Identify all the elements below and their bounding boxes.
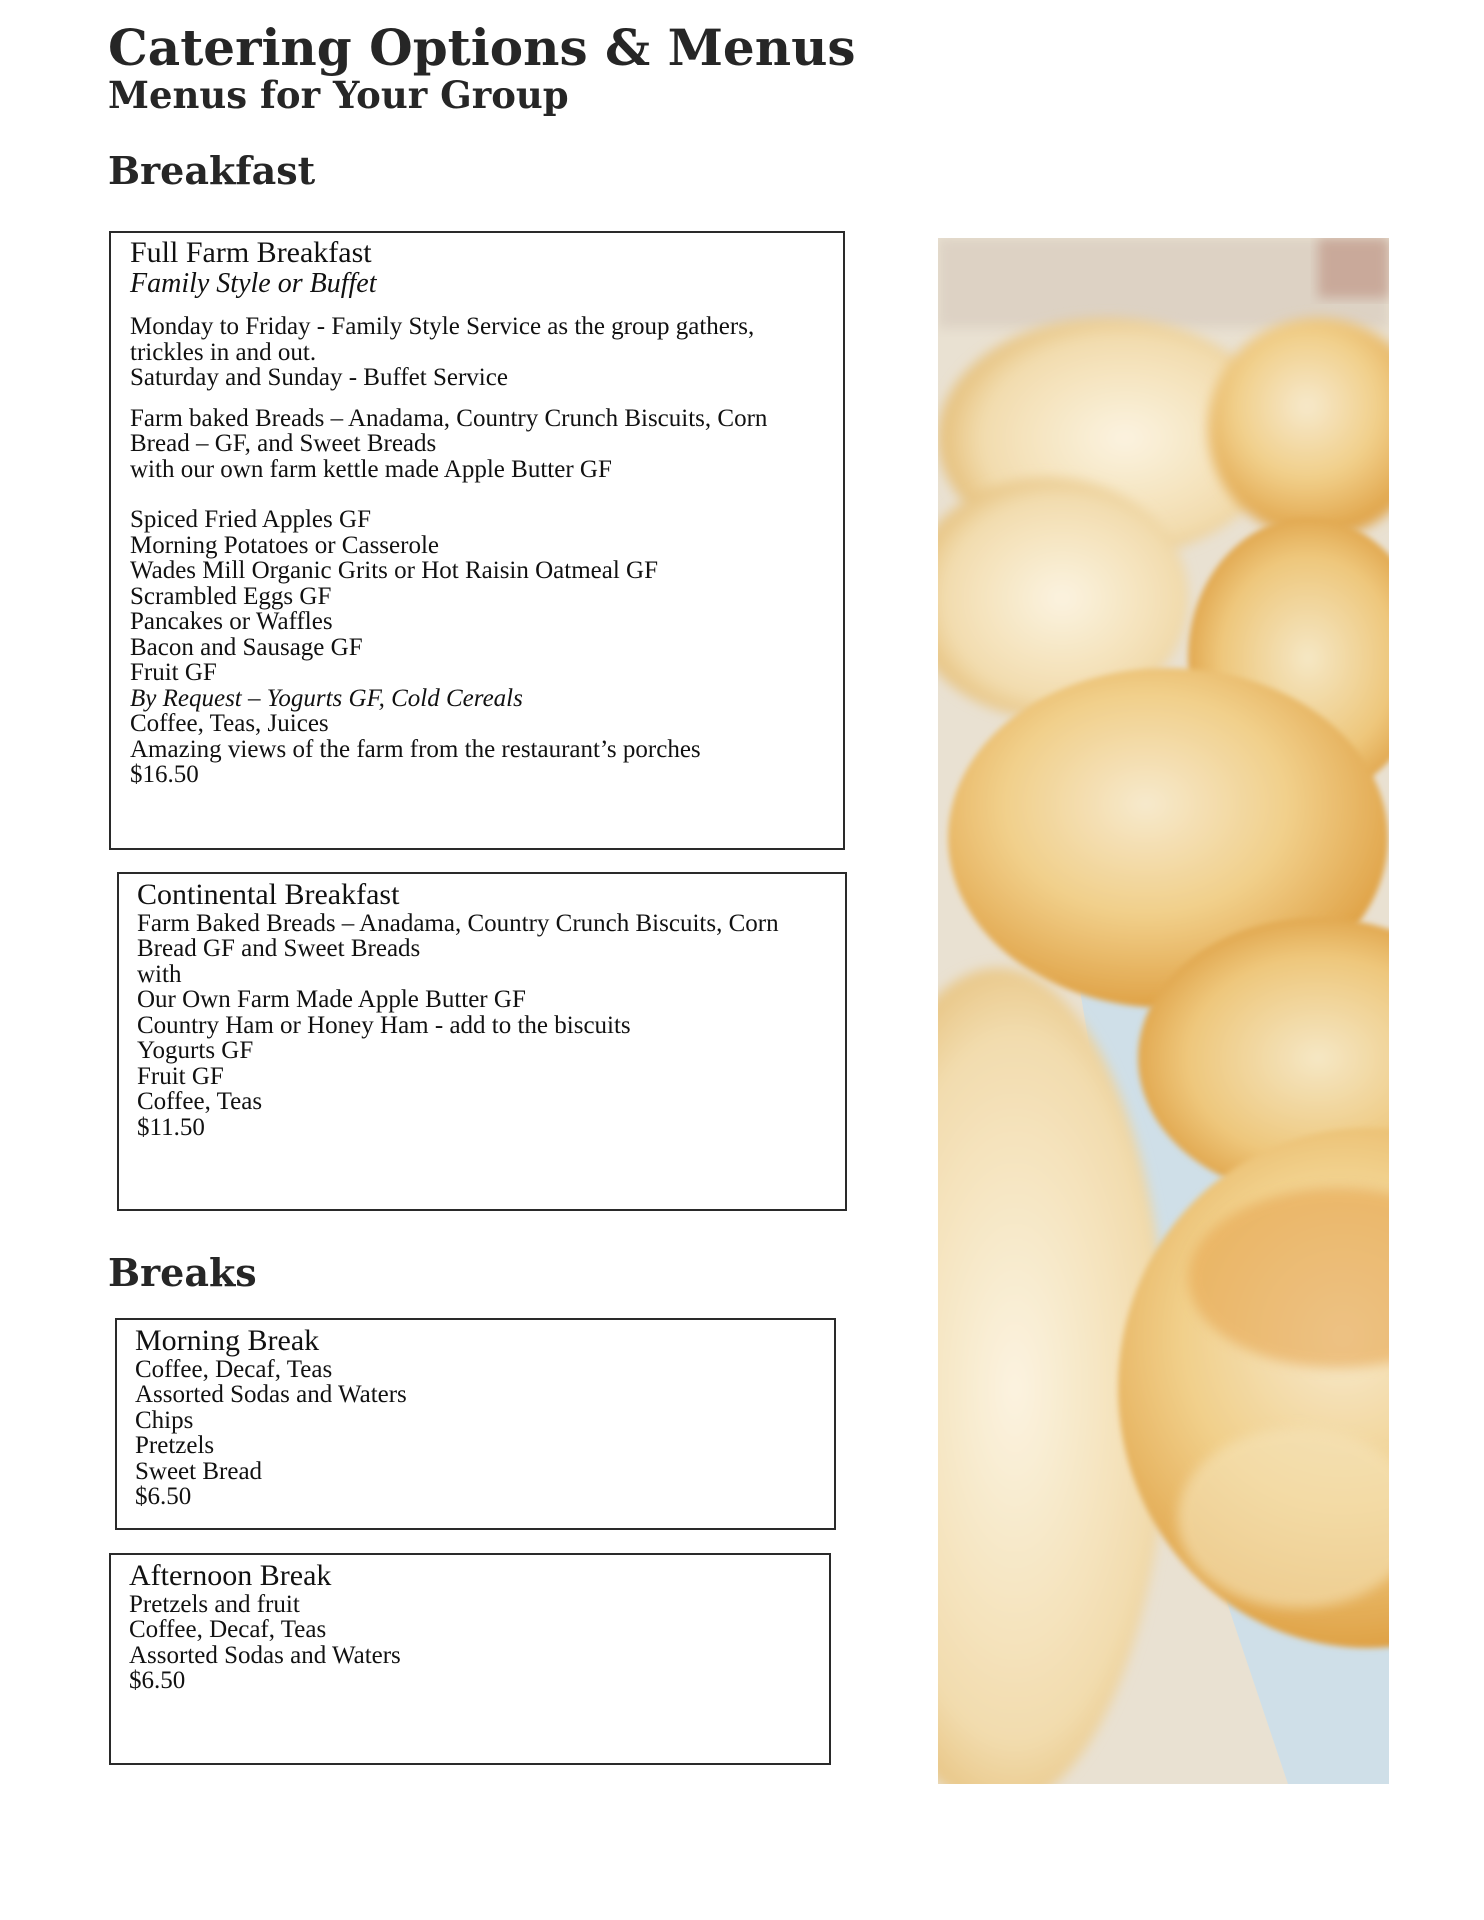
full-farm-title: Full Farm Breakfast — [130, 236, 372, 269]
menu-item: Coffee, Decaf, Teas — [129, 1616, 327, 1643]
full-farm-price: $16.50 — [130, 761, 199, 789]
page-title: Catering Options & Menus — [108, 18, 856, 77]
continental-breakfast-box — [117, 872, 847, 1211]
continental-price: $11.50 — [137, 1113, 205, 1141]
bread-line: Farm baked Breads – Anadama, Country Crunch Biscuits, Corn — [130, 404, 768, 432]
afternoon-break-box — [109, 1553, 831, 1765]
service-line: trickles in and out. — [130, 338, 317, 366]
menu-item-by-request: By Request – Yogurts GF, Cold Cereals — [130, 684, 523, 712]
bread-line: Bread – GF, and Sweet Breads — [130, 430, 437, 458]
bread-line: with our own farm kettle made Apple Butter GF — [130, 455, 612, 483]
menu-item: Spiced Fried Apples GF — [130, 506, 371, 534]
menu-item: Our Own Farm Made Apple Butter GF — [137, 986, 526, 1013]
full-farm-subtitle: Family Style or Buffet — [130, 267, 377, 299]
menu-item: Farm Baked Breads – Anadama, Country Crunch Biscuits, Corn — [137, 909, 779, 937]
menu-item: Pretzels and fruit — [129, 1590, 300, 1618]
menu-item: Assorted Sodas and Waters — [129, 1641, 401, 1669]
menu-item: Yogurts GF — [137, 1037, 254, 1064]
continental-title: Continental Breakfast — [137, 878, 400, 911]
menu-item: Coffee, Decaf, Teas — [135, 1355, 333, 1383]
menu-item: Scrambled Eggs GF — [130, 582, 332, 610]
service-line: Saturday and Sunday - Buffet Service — [130, 364, 508, 392]
menu-item: with — [137, 960, 182, 988]
menu-item: Sweet Bread — [135, 1457, 263, 1485]
morning-break-box — [115, 1318, 836, 1530]
page-subtitle: Menus for Your Group — [108, 73, 569, 117]
morning-break-title: Morning Break — [135, 1324, 320, 1357]
menu-item: Pretzels — [135, 1432, 215, 1459]
biscuits-photo-art — [938, 238, 1389, 1784]
menu-item: Fruit GF — [137, 1062, 224, 1090]
menu-item: Bread GF and Sweet Breads — [137, 935, 421, 962]
menu-item: Amazing views of the farm from the restaurant’s porches — [130, 735, 701, 763]
menu-item: Assorted Sodas and Waters — [135, 1381, 407, 1408]
menu-item: Country Ham or Honey Ham - add to the biscuits — [137, 1011, 631, 1039]
service-line: Monday to Friday - Family Style Service as the group gathers, — [130, 313, 755, 341]
breaks-heading: Breaks — [108, 1250, 257, 1295]
full-farm-breakfast-box — [109, 231, 845, 850]
menu-item: Coffee, Teas, Juices — [130, 710, 329, 738]
menu-item: Bacon and Sausage GF — [130, 633, 363, 661]
menu-item: Fruit GF — [130, 659, 217, 687]
biscuits-photo — [938, 238, 1389, 1784]
afternoon-break-title: Afternoon Break — [129, 1559, 332, 1592]
breakfast-heading: Breakfast — [108, 148, 316, 193]
afternoon-break-price: $6.50 — [129, 1667, 186, 1694]
menu-item: Morning Potatoes or Casserole — [130, 531, 439, 559]
menu-item: Pancakes or Waffles — [130, 608, 333, 636]
menu-item: Coffee, Teas — [137, 1088, 263, 1115]
morning-break-price: $6.50 — [135, 1483, 192, 1510]
menu-item: Wades Mill Organic Grits or Hot Raisin Oatmeal GF — [130, 557, 659, 585]
menu-item: Chips — [135, 1406, 194, 1434]
